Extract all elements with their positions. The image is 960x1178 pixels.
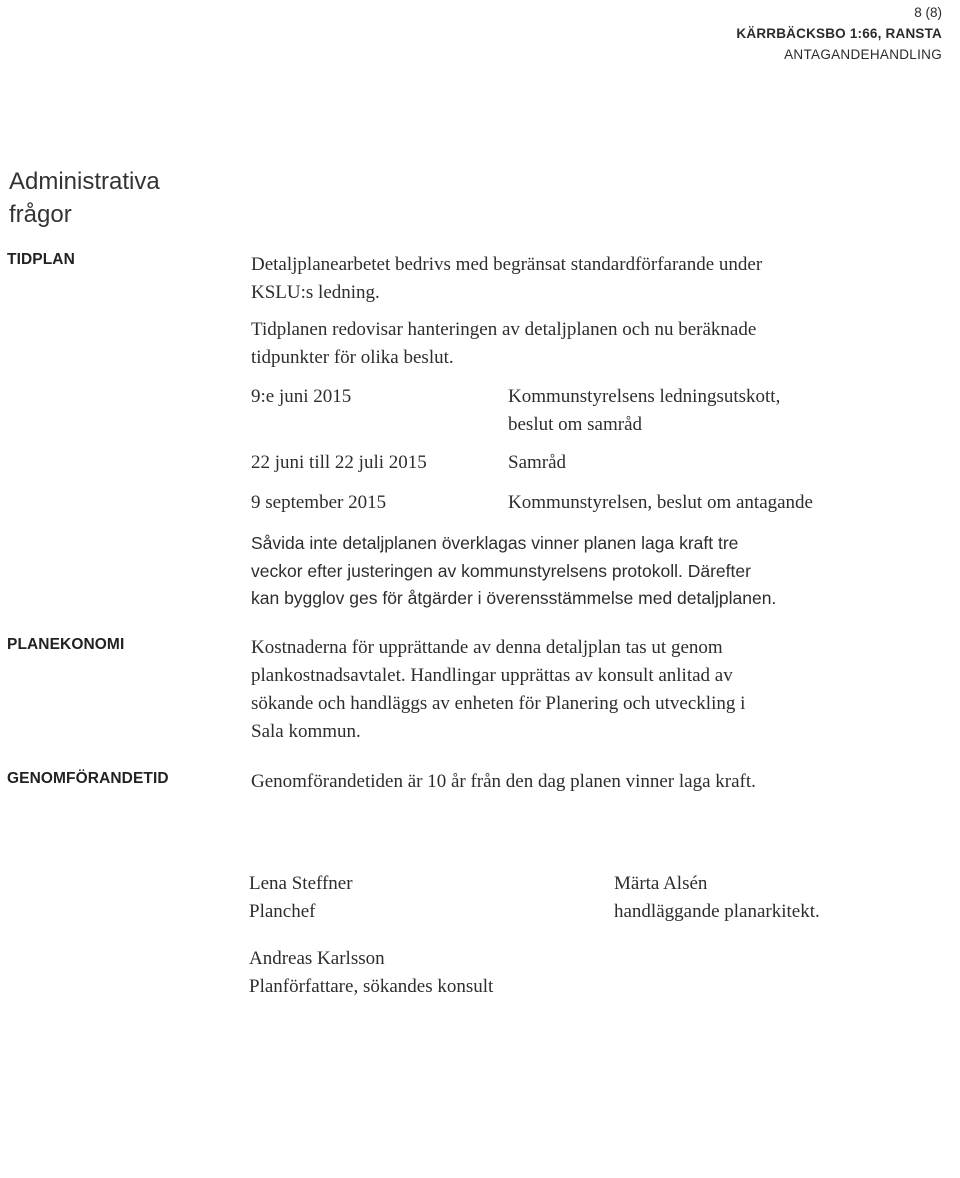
- tidplan-note-line2: veckor efter justeringen av kommunstyrelsens protokoll. Därefter: [251, 560, 751, 581]
- tidplan-note: [251, 530, 776, 613]
- document-status: ANTAGANDEHANDLING: [784, 47, 942, 62]
- schedule-event: [508, 489, 908, 517]
- schedule-event: [508, 383, 908, 439]
- tidplan-paragraph-1-line2: KSLU:s ledning.: [251, 282, 380, 303]
- signature-role: handläggande planarkitekt.: [614, 901, 820, 922]
- signature-block: [249, 945, 493, 1001]
- signature-name: Andreas Karlsson: [249, 948, 385, 969]
- tidplan-paragraph-2-line1: Tidplanen redovisar hanteringen av detaljplanen och nu beräknade: [251, 319, 757, 340]
- page-number: 8 (8): [914, 5, 942, 20]
- planekonomi-line4: Sala kommun.: [251, 721, 361, 742]
- tidplan-paragraph-1-line1: Detaljplanearbetet bedrivs med begränsat standardförfarande under: [251, 254, 763, 275]
- signature-role: Planförfattare, sökandes konsult: [249, 976, 494, 997]
- document-title: KÄRRBÄCKSBO 1:66, RANSTA: [736, 26, 942, 41]
- tidplan-paragraph-2: [251, 316, 756, 372]
- tidplan-note-line3: kan bygglov ges för åtgärder i överensstämmelse med detaljplanen.: [251, 588, 777, 608]
- page-header: [736, 2, 942, 65]
- section-title: [9, 165, 209, 231]
- planekonomi-paragraph: [251, 634, 745, 746]
- planekonomi-line2: plankostnadsavtalet. Handlingar upprättas av konsult anlitad av: [251, 665, 733, 686]
- schedule-event-line1: Samråd: [508, 452, 567, 473]
- schedule-date: 9 september 2015: [251, 492, 387, 513]
- signature-block: [249, 870, 353, 926]
- section-title-line1: Administrativa: [9, 168, 160, 195]
- tidplan-paragraph-1: [251, 251, 762, 307]
- tidplan-label: TIDPLAN: [7, 251, 75, 268]
- tidplan-note-line1: Såvida inte detaljplanen överklagas vinner planen laga kraft tre: [251, 533, 739, 553]
- schedule-date: 22 juni till 22 juli 2015: [251, 452, 427, 473]
- schedule-date: 9:e juni 2015: [251, 386, 352, 407]
- genomforandetid-paragraph: Genomförandetiden är 10 år från den dag planen vinner laga kraft.: [251, 771, 756, 792]
- signature-name: Märta Alsén: [614, 873, 708, 894]
- signature-block: [614, 870, 820, 926]
- signature-role: Planchef: [249, 901, 316, 922]
- schedule-event-line2: beslut om samråd: [508, 414, 643, 435]
- genomforandetid-label: GENOMFÖRANDETID: [7, 770, 169, 787]
- signature-name: Lena Steffner: [249, 873, 353, 894]
- section-title-line2: frågor: [9, 201, 72, 228]
- schedule-event-line1: Kommunstyrelsens ledningsutskott,: [508, 386, 781, 407]
- schedule-event-line1: Kommunstyrelsen, beslut om antagande: [508, 492, 813, 513]
- schedule-event: [508, 449, 908, 477]
- planekonomi-line3: sökande och handläggs av enheten för Planering och utveckling i: [251, 693, 746, 714]
- tidplan-paragraph-2-line2: tidpunkter för olika beslut.: [251, 347, 454, 368]
- planekonomi-line1: Kostnaderna för upprättande av denna detaljplan tas ut genom: [251, 637, 723, 658]
- planekonomi-label: PLANEKONOMI: [7, 636, 125, 653]
